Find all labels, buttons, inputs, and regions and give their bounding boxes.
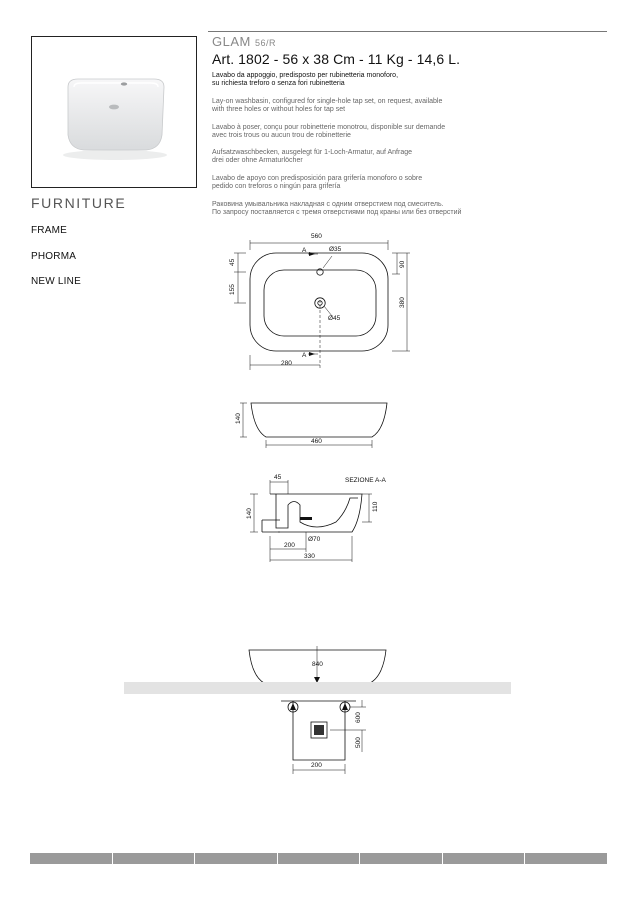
install-dim-600-label: 600 bbox=[355, 712, 362, 723]
dim-drain-label: Ø45 bbox=[328, 315, 341, 322]
section-title: SEZIONE A-A bbox=[345, 477, 386, 484]
section-dim-200-label: 200 bbox=[284, 542, 295, 549]
section-drawing bbox=[250, 480, 372, 562]
section-dim-110-label: 110 bbox=[372, 501, 379, 512]
description-line: Раковина умывальника накладная с одним отверстием под смеситель. bbox=[212, 201, 444, 208]
section-height-label: 140 bbox=[246, 508, 253, 519]
sidebar-item-phorma[interactable]: PHORMA bbox=[31, 251, 77, 262]
description-line: avec trois trous ou aucun trou de robinetterie bbox=[212, 132, 351, 140]
sidebar-item-new-line[interactable]: NEW LINE bbox=[31, 276, 81, 287]
dim-tap-hole-label: Ø35 bbox=[329, 246, 342, 253]
footer-segment bbox=[525, 853, 607, 864]
side-base-label: 460 bbox=[311, 438, 322, 445]
description-line: drei oder ohne Armaturlöcher bbox=[212, 157, 303, 165]
description-line: По запросу поставляется с тремя отверстиями под краны или без отверстий bbox=[212, 209, 462, 217]
sidebar-title: FURNITURE bbox=[31, 195, 127, 211]
section-dim-45-label: 45 bbox=[274, 474, 282, 481]
section-drain-label: Ø70 bbox=[308, 536, 321, 543]
install-dim-500-label: 500 bbox=[355, 737, 362, 748]
footer-segment bbox=[443, 853, 525, 864]
description-line: pedido con treforos o ningún para grifería bbox=[212, 183, 341, 191]
footer-segment bbox=[278, 853, 360, 864]
drain-detail bbox=[300, 517, 312, 520]
divider-bar bbox=[124, 682, 511, 694]
product-name-text: GLAM bbox=[212, 34, 251, 49]
section-mark-label: A bbox=[302, 247, 307, 254]
sidebar-item-frame[interactable]: FRAME bbox=[31, 225, 67, 236]
description-line: Lavabo da appoggio, predisposto per rubinetteria monoforo, bbox=[212, 72, 399, 79]
description-line: Lavabo à poser, conçu pour robinetterie monotrou, disponible sur demande bbox=[212, 124, 446, 131]
footer-segment bbox=[30, 853, 112, 864]
tap-icon bbox=[290, 703, 296, 710]
tap-icon bbox=[342, 703, 348, 710]
dim-280-label: 280 bbox=[281, 360, 292, 367]
dim-width-label: 560 bbox=[311, 233, 322, 240]
description-line: su richiesta treforo o senza fori rubinetteria bbox=[212, 80, 345, 88]
description-line: Lavabo de apoyo con predisposición para grifería monoforo o sobre bbox=[212, 175, 423, 182]
dim-90-label: 90 bbox=[399, 260, 406, 268]
section-dim-330-label: 330 bbox=[304, 553, 315, 560]
top-view-drawing bbox=[234, 240, 410, 370]
side-height-label: 140 bbox=[235, 413, 242, 424]
product-name-suffix: 56/R bbox=[254, 38, 276, 48]
front-dim-840-label: 840 bbox=[312, 661, 323, 668]
footer-segment bbox=[113, 853, 195, 864]
dim-depth-label: 380 bbox=[399, 297, 406, 308]
section-mark-label: A bbox=[302, 352, 307, 359]
description-line: with three holes or without holes for tap set bbox=[212, 106, 346, 114]
footer-segment bbox=[195, 853, 277, 864]
footer-segment bbox=[360, 853, 442, 864]
install-dim-200-label: 200 bbox=[311, 762, 322, 769]
footer-bar bbox=[30, 853, 607, 864]
description-line: Lay-on washbasin, configured for single-hole tap set, on request, available bbox=[212, 98, 443, 105]
drain-icon bbox=[314, 725, 324, 735]
section-arrow-icon bbox=[309, 352, 315, 356]
dim-45-label: 45 bbox=[229, 258, 236, 266]
description-line: Aufsatzwaschbecken, ausgelegt für 1-Loch-Armatur, auf Anfrage bbox=[212, 149, 413, 156]
installation-drawing bbox=[281, 700, 366, 774]
product-article: Art. 1802 - 56 x 38 Cm - 11 Kg - 14,6 L. bbox=[212, 51, 461, 67]
dim-155-label: 155 bbox=[229, 284, 236, 295]
